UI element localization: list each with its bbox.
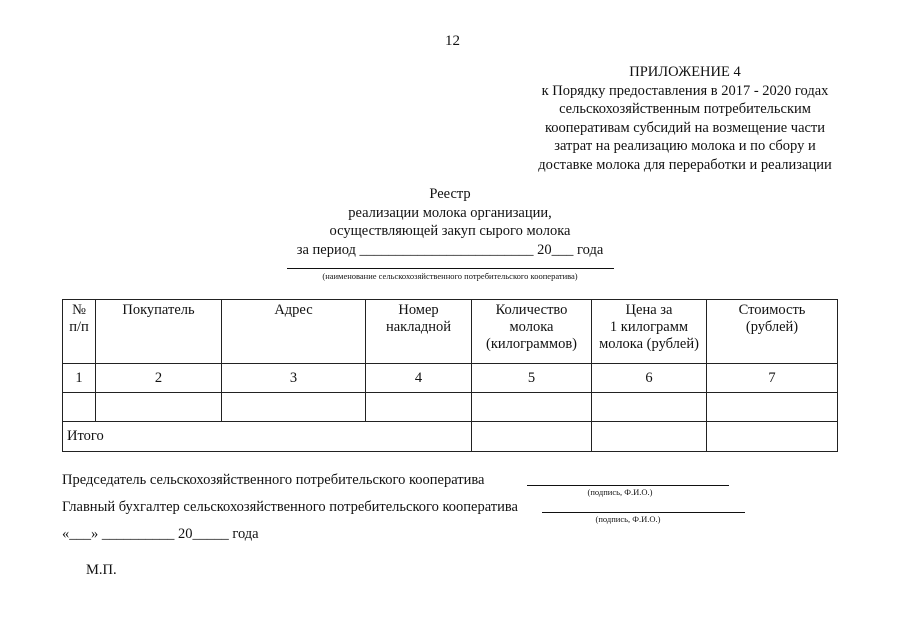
- header-buyer: Покупатель: [96, 300, 222, 364]
- table-cell: [222, 393, 366, 422]
- chairman-label: Председатель сельскохозяйственного потребительского кооператива: [62, 472, 485, 488]
- appendix-line: кооперативам субсидий на возмещение части: [544, 119, 826, 136]
- table-header-row: [63, 300, 838, 364]
- table-cell: [707, 393, 838, 422]
- total-label: Итого: [63, 422, 472, 452]
- registry-table: [62, 299, 838, 452]
- column-number: 2: [96, 364, 222, 393]
- appendix-title: ПРИЛОЖЕНИЕ 4: [629, 64, 741, 80]
- date-line: «___» __________ 20_____ года: [62, 526, 259, 542]
- appendix-block: [500, 63, 870, 174]
- header-invoice: Номер накладной: [366, 300, 472, 364]
- total-price-cell: [592, 422, 707, 452]
- registry-subtitle: осуществляющей закуп сырого молока: [329, 223, 571, 239]
- total-cost-cell: [707, 422, 838, 452]
- chairman-signature-caption: (подпись, Ф.И.О.): [587, 487, 653, 497]
- registry-subtitle: реализации молока организации,: [348, 204, 552, 221]
- header-cost: Стоимость (рублей): [707, 300, 838, 364]
- table-cell: [472, 393, 592, 422]
- registry-title: Реестр: [429, 186, 471, 202]
- chairman-signature-line: [527, 485, 729, 486]
- table-cell: [63, 393, 96, 422]
- table-cell: [366, 393, 472, 422]
- stamp-place: М.П.: [86, 562, 117, 578]
- table-cell: [592, 393, 707, 422]
- column-number: 1: [63, 364, 96, 393]
- appendix-line: сельскохозяйственным потребительским: [559, 101, 811, 117]
- total-row: [63, 422, 838, 452]
- header-quantity: Количество молока (килограммов): [472, 300, 592, 364]
- accountant-signature-caption: (подпись, Ф.И.О.): [595, 514, 661, 524]
- column-number: 7: [707, 364, 838, 393]
- table-row: [63, 393, 838, 422]
- registry-heading: [250, 185, 650, 259]
- accountant-label: Главный бухгалтер сельскохозяйственного потребительского кооператива: [62, 499, 518, 515]
- table-cell: [96, 393, 222, 422]
- header-price: Цена за 1 килограмм молока (рублей): [592, 300, 707, 364]
- total-quantity-cell: [472, 422, 592, 452]
- column-number: 5: [472, 364, 592, 393]
- column-number: 3: [222, 364, 366, 393]
- registry-period: за период ________________________ 20___ года: [296, 241, 604, 258]
- appendix-line: затрат на реализацию молока и по сбору и: [554, 138, 816, 154]
- column-number: 4: [366, 364, 472, 393]
- header-address: Адрес: [222, 300, 366, 364]
- org-name-caption: (наименование сельскохозяйственного потребительского кооператива): [322, 271, 578, 281]
- org-name-line: [287, 268, 614, 269]
- column-number-row: [63, 364, 838, 393]
- accountant-signature-line: [542, 512, 745, 513]
- appendix-line: доставке молока для переработки и реализации: [538, 156, 832, 173]
- page-number: 12: [445, 33, 460, 49]
- appendix-line: к Порядку предоставления в 2017 - 2020 годах: [541, 82, 829, 99]
- header-num: № п/п: [63, 300, 96, 364]
- column-number: 6: [592, 364, 707, 393]
